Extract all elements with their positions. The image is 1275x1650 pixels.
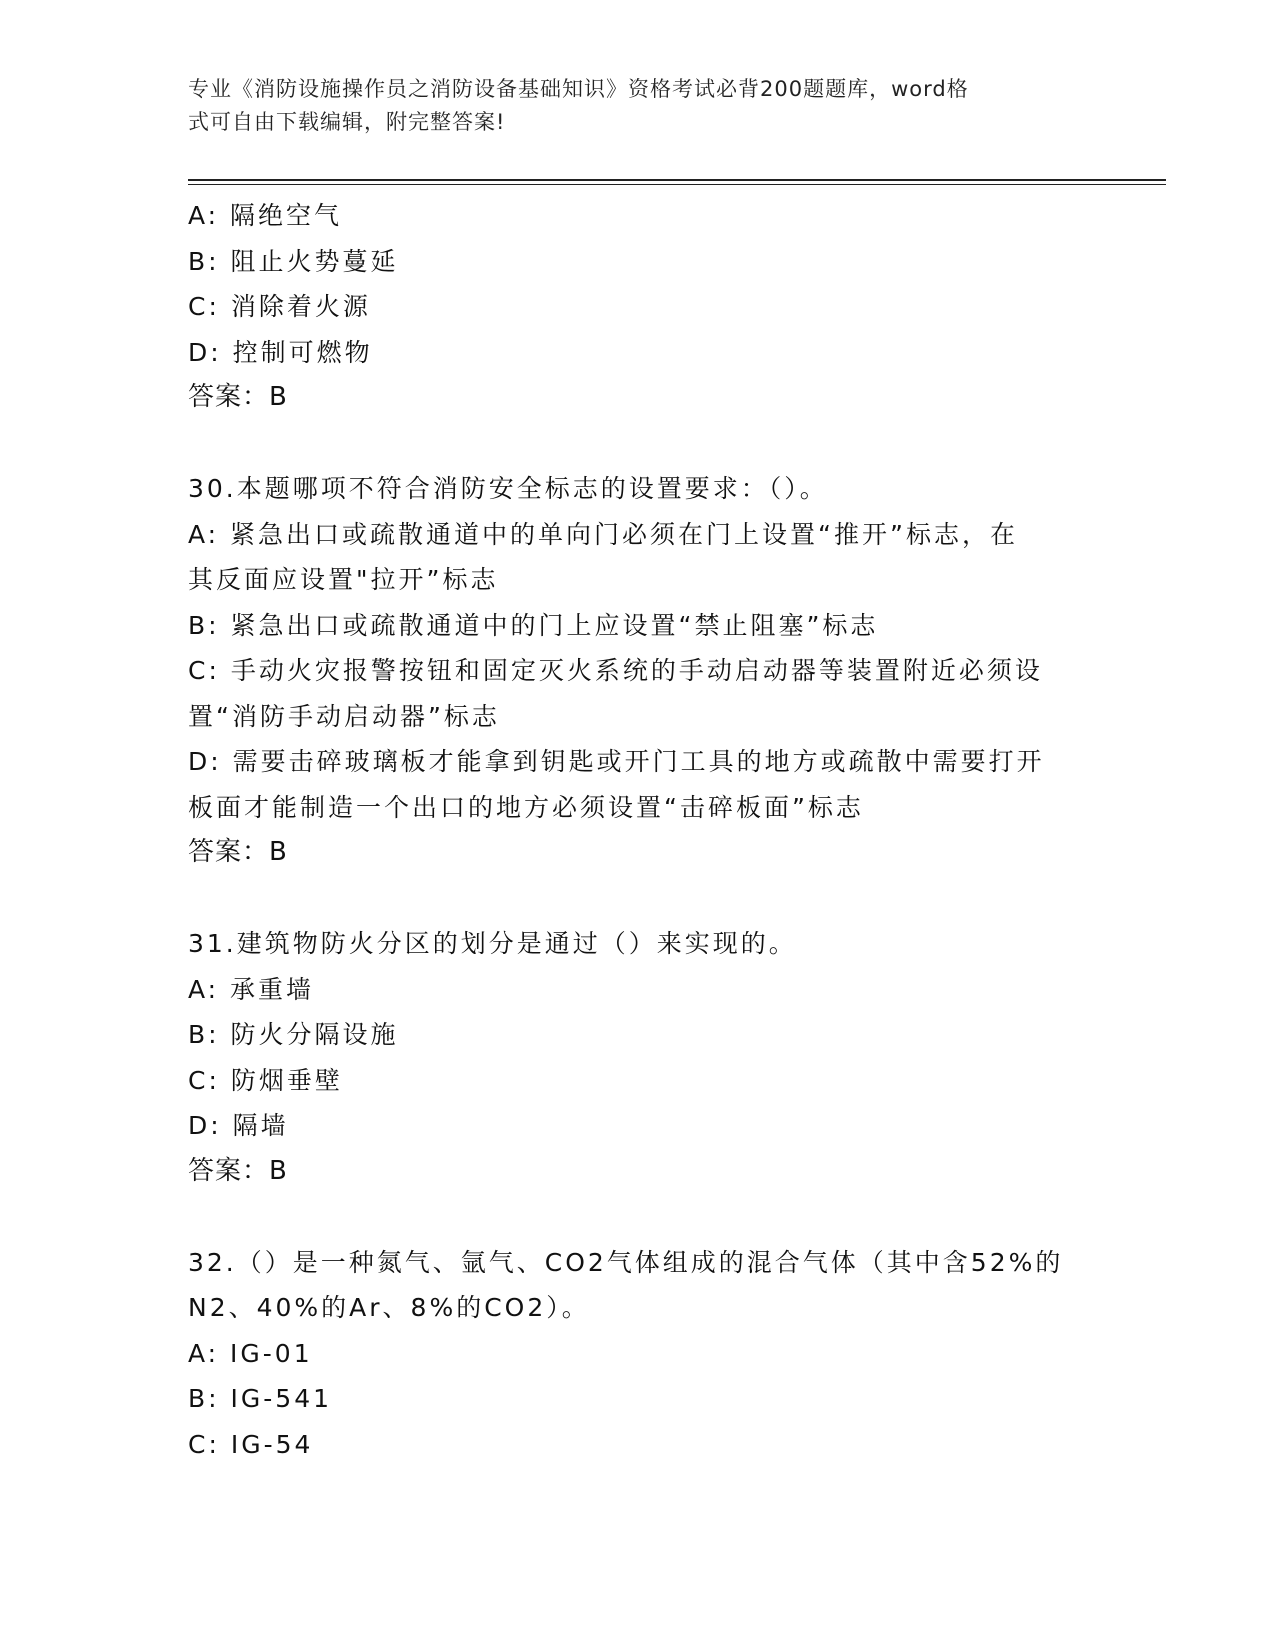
option-c: C: 消除着火源 (188, 292, 371, 321)
option-a: A: 隔绝空气 (188, 201, 343, 230)
option-b: B: IG-541 (188, 1384, 333, 1413)
document-header (188, 73, 1078, 139)
question-30 (188, 466, 1088, 876)
option-d-cont: 板面才能制造一个出口的地方必须设置“击碎板面”标志 (188, 792, 864, 822)
option-a-cont: 其反面应设置"拉开”标志 (188, 565, 499, 594)
question-29-options (188, 193, 1088, 421)
header-line-2: 式可自由下载编辑，附完整答案! (188, 110, 506, 134)
question-stem: 30.本题哪项不符合消防安全标志的设置要求：（）。 (188, 474, 828, 503)
header-line-1: 专业《消防设施操作员之消防设备基础知识》资格考试必背200题题库，word格 (188, 77, 969, 101)
option-a: A: 紧急出口或疏散通道中的单向门必须在门上设置“推开”标志，在 (188, 519, 1018, 549)
option-a: A: 承重墙 (188, 974, 315, 1004)
option-d: D: 隔墙 (188, 1111, 289, 1140)
option-c: C: 手动火灾报警按钮和固定灭火系统的手动启动器等装置附近必须设 (188, 656, 1043, 685)
option-d: D: 控制可燃物 (188, 337, 373, 367)
question-32 (188, 1240, 1088, 1468)
question-stem-cont: N2、40%的Ar、8%的CO2）。 (188, 1293, 590, 1322)
question-31 (188, 921, 1088, 1194)
header-divider (188, 179, 1166, 185)
spacer (188, 1194, 1088, 1240)
question-stem: 31.建筑物防火分区的划分是通过（）来实现的。 (188, 929, 797, 958)
option-a: A: IG-01 (188, 1338, 313, 1368)
answer: 答案：B (188, 837, 288, 867)
spacer (188, 876, 1088, 922)
question-stem: 32.（）是一种氮气、氩气、CO2气体组成的混合气体（其中含52%的 (188, 1247, 1064, 1277)
document-body (188, 193, 1088, 1467)
option-c: C: 防烟垂壁 (188, 1065, 343, 1095)
spacer (188, 421, 1088, 467)
option-b: B: 防火分隔设施 (188, 1020, 399, 1049)
answer: 答案：B (188, 1155, 288, 1186)
option-d: D: 需要击碎玻璃板才能拿到钥匙或开门工具的地方或疏散中需要打开 (188, 747, 1045, 776)
option-c: C: IG-54 (188, 1429, 314, 1459)
answer: 答案：B (188, 382, 288, 412)
option-b: B: 阻止火势蔓延 (188, 246, 399, 276)
option-b: B: 紧急出口或疏散通道中的门上应设置“禁止阻塞”标志 (188, 610, 879, 640)
option-c-cont: 置“消防手动启动器”标志 (188, 701, 500, 731)
